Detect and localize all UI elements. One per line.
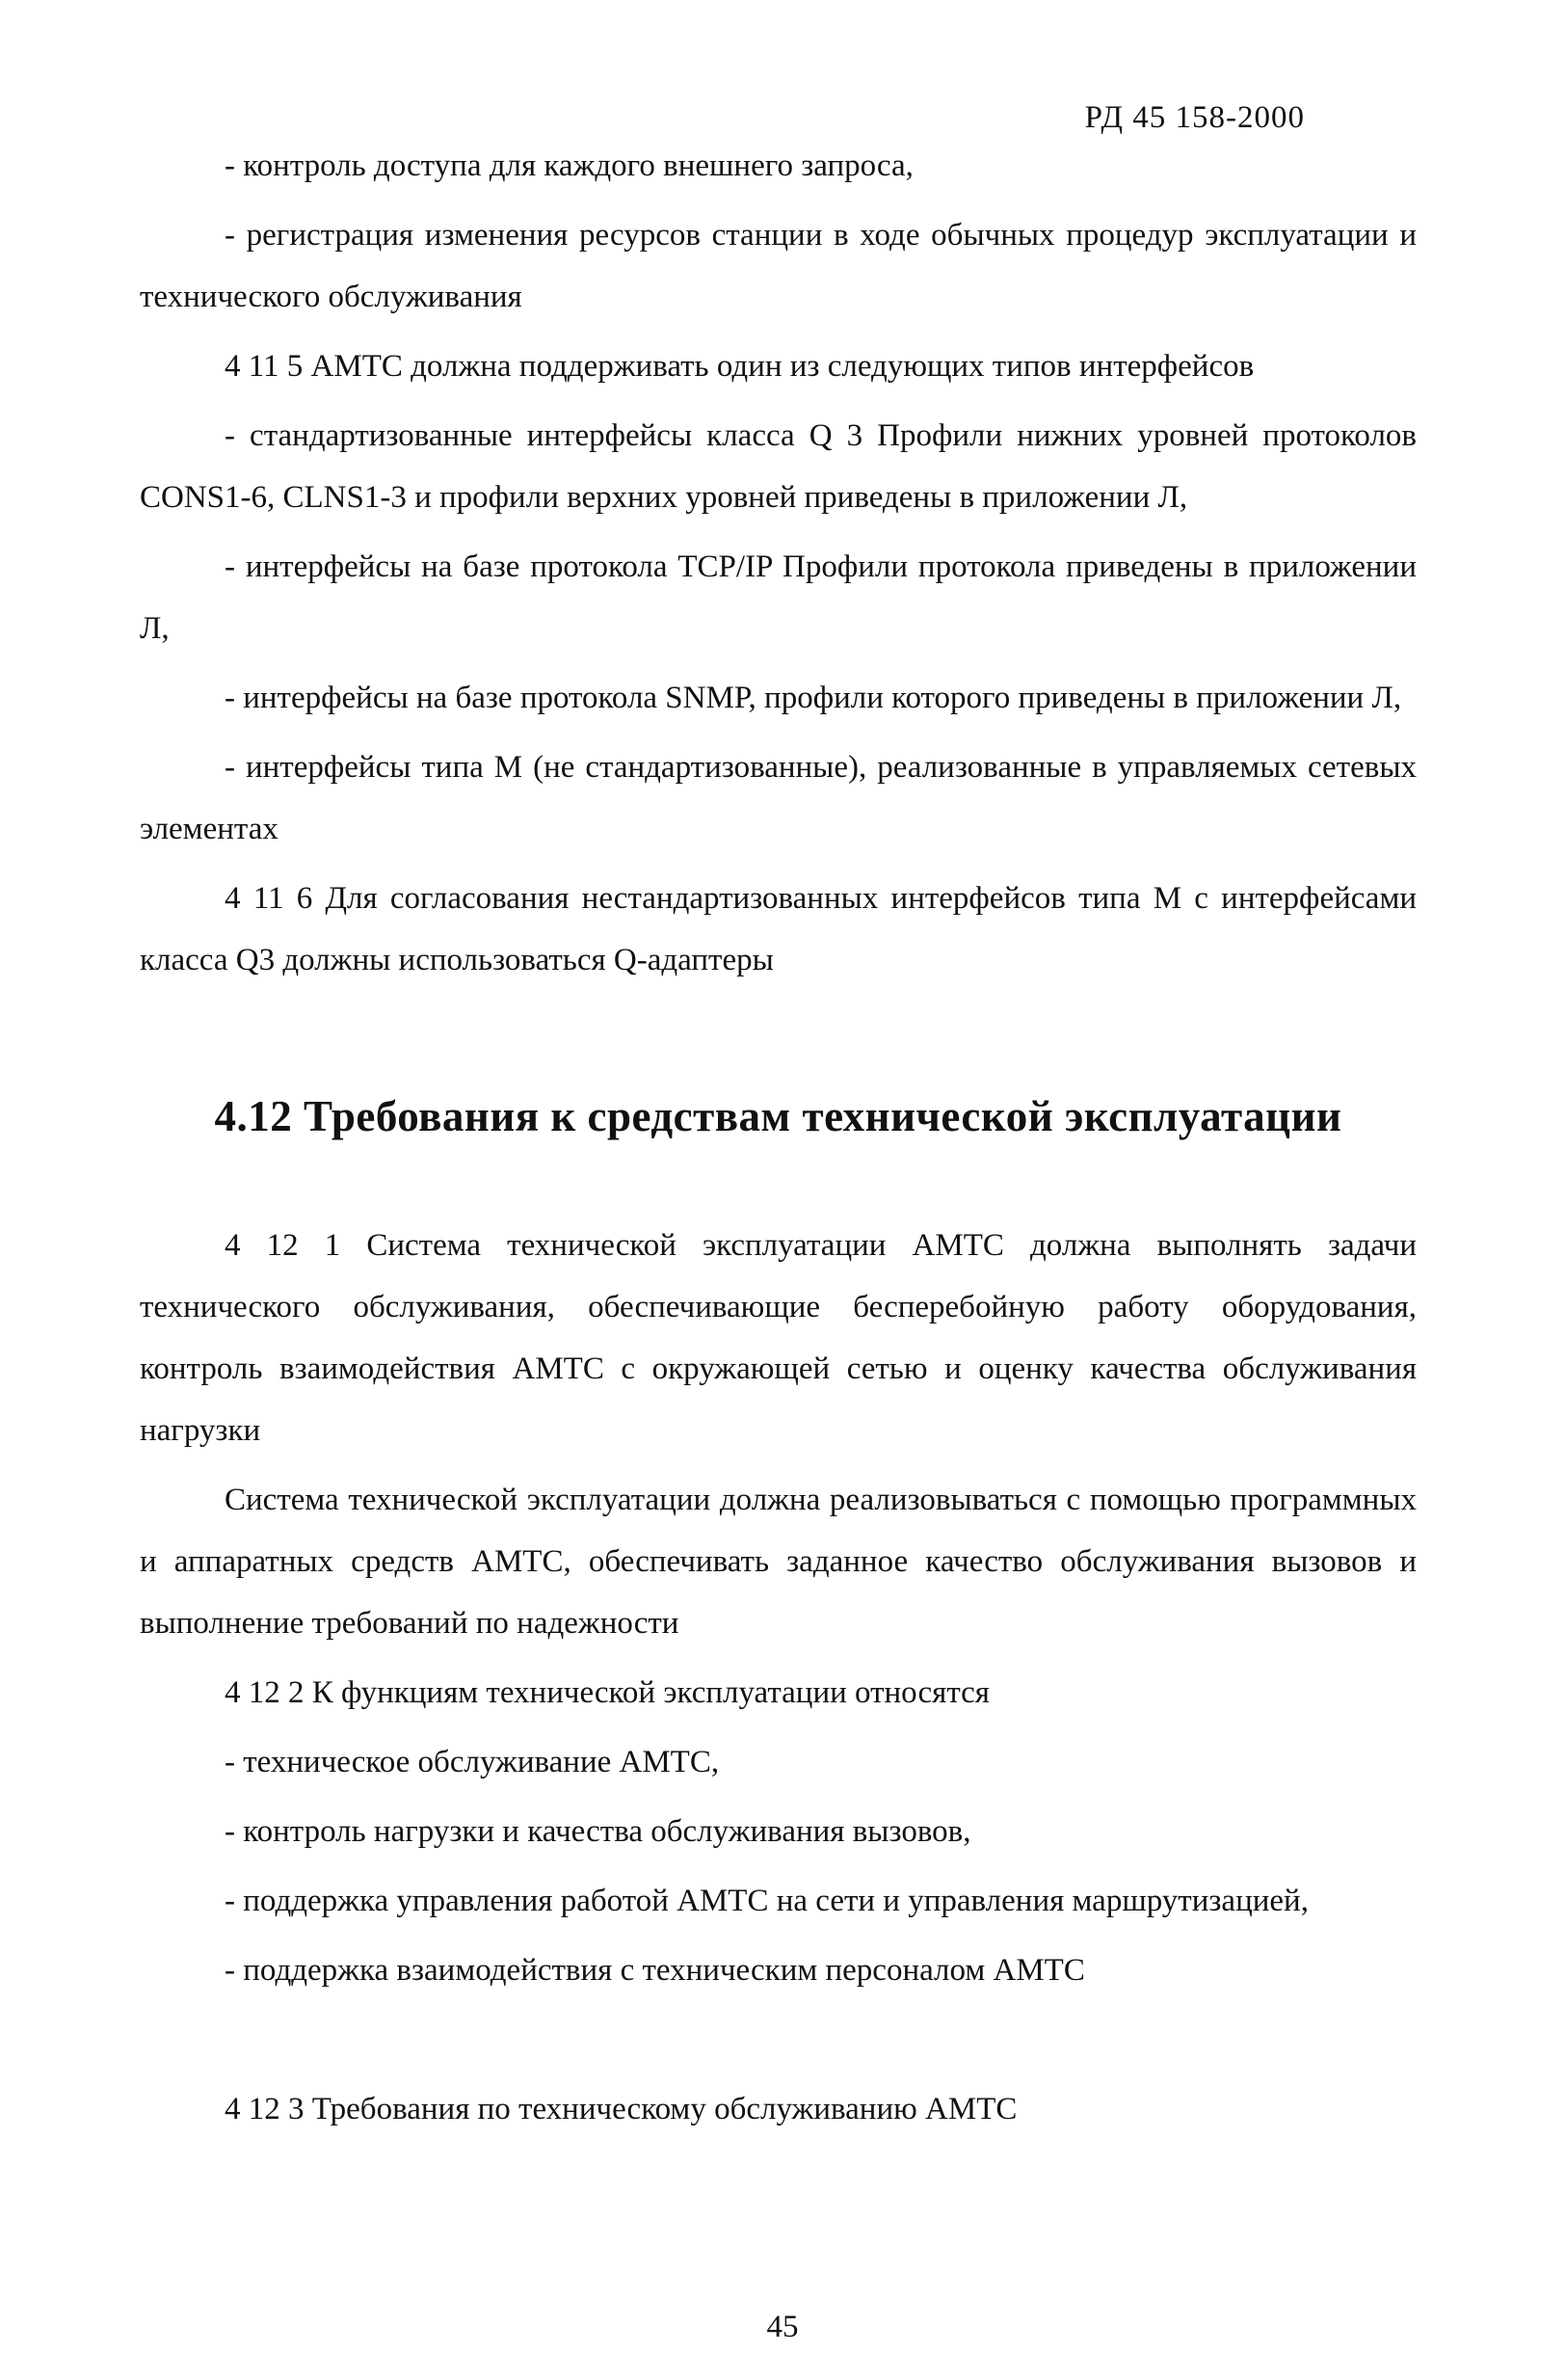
document-id: РД 45 158-2000: [1084, 100, 1305, 135]
functions-list: [140, 1731, 1417, 2001]
list-item: - контроль нагрузки и качества обслуживания вызовов,: [225, 1814, 971, 1849]
section-heading-4-12: 4.12 Требования к средствам технической эксплуатации: [214, 1092, 1342, 1140]
page-number: 45: [766, 2310, 799, 2344]
paragraph-access-control: - контроль доступа для каждого внешнего запроса,: [225, 148, 914, 183]
paragraph-q3-interfaces: - стандартизованные интерфейсы класса Q 3 Профили нижних уровней протоколов CONS1-6, CLNS1-3 и профили верхних уровней приведены в приложении Л,: [140, 418, 1417, 515]
paragraph-4-11-6: 4 11 6 Для согласования нестандартизованных интерфейсов типа М с интерфейсами класса Q3 должны использоваться Q-адаптеры: [140, 881, 1417, 977]
paragraph-system-implementation: Система технической эксплуатации должна реализовываться с помощью программных и аппаратных средств АМТС, обеспечивать заданное качество обслуживания вызовов и выполнение требований по надежности: [140, 1483, 1417, 1641]
document-body: [140, 135, 1417, 2140]
paragraph-4-11-5: 4 11 5 АМТС должна поддерживать один из следующих типов интерфейсов: [225, 349, 1255, 384]
paragraph-m-interfaces: - интерфейсы типа М (не стандартизованные), реализованные в управляемых сетевых элементах: [140, 750, 1417, 846]
list-item: - поддержка взаимодействия с техническим персоналом АМТС: [225, 1953, 1085, 1988]
paragraph-4-12-2: 4 12 2 К функциям технической эксплуатации относятся: [225, 1675, 990, 1710]
list-item: - техническое обслуживание АМТС,: [225, 1745, 720, 1779]
paragraph-snmp-interfaces: - интерфейсы на базе протокола SNMP, профили которого приведены в приложении Л,: [225, 681, 1402, 715]
list-item: - поддержка управления работой АМТС на сети и управления маршрутизацией,: [225, 1884, 1309, 1918]
paragraph-tcpip-interfaces: - интерфейсы на базе протокола TCP/IP Профили протокола приведены в приложении Л,: [140, 549, 1417, 646]
paragraph-4-12-1: 4 12 1 Система технической эксплуатации АМТС должна выполнять задачи технического обслуживания, обеспечивающие бесперебойную работу оборудования, контроль взаимодействия АМТС с окружающей сетью и оценку качества обслуживания нагрузки: [140, 1228, 1417, 1448]
paragraph-4-12-3: 4 12 3 Требования по техническому обслуживанию АМТС: [225, 2092, 1018, 2126]
paragraph-resource-registration: - регистрация изменения ресурсов станции в ходе обычных процедур эксплуатации и технического обслуживания: [140, 218, 1417, 314]
